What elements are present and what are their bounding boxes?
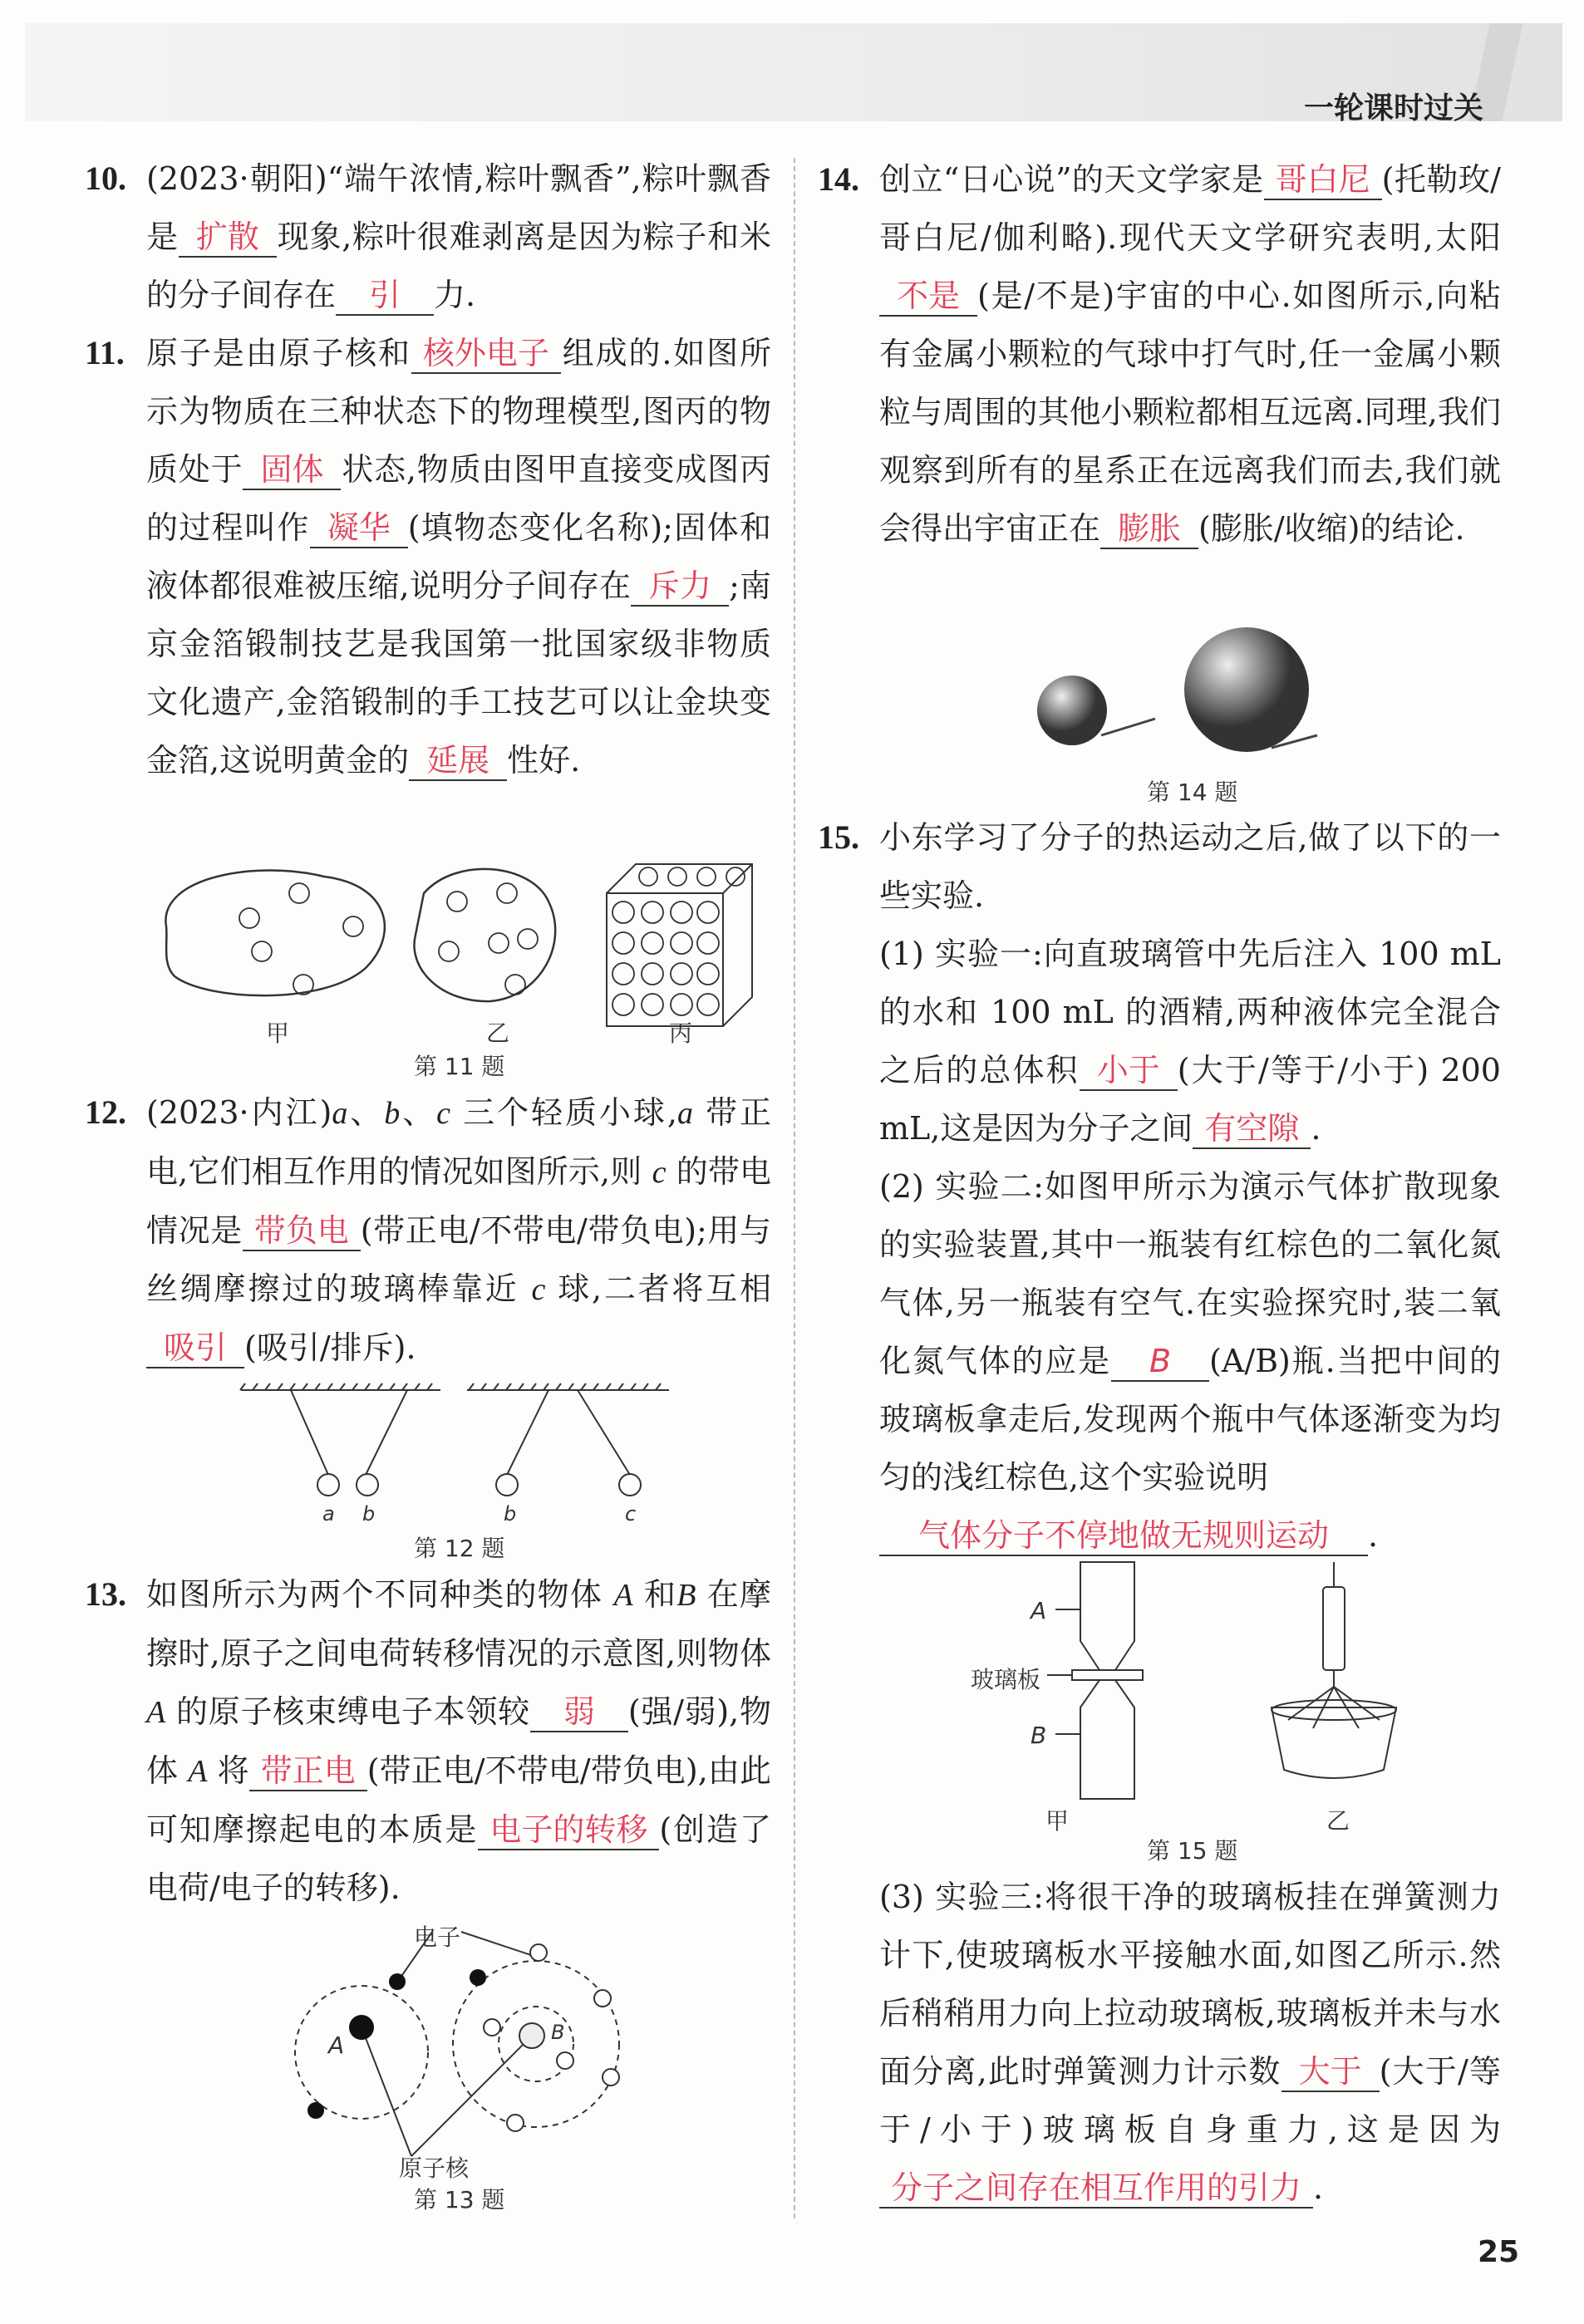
question-text: ;南京金箔锻制技艺是我国第一批国家级非物质文化遗产,金箔锻制的手工技艺可以让金块变金箔,这说明黄金的 (146, 567, 771, 779)
question-text: 三个轻质小球, (463, 1094, 677, 1131)
glass-plate (1072, 1670, 1143, 1680)
figure-caption: 第 11 题 (414, 1053, 505, 1080)
question-text: (2023·朝阳)“端午浓情,粽叶飘香”,粽叶飘香是 (146, 160, 771, 255)
question-text: 状态,物质由图甲直接变成图丙的过程叫作 (146, 451, 771, 546)
spring-scale (1323, 1587, 1345, 1670)
answer-blank: 有空隙 (1193, 1109, 1311, 1149)
question-text: (膨胀/收缩)的结论. (1198, 510, 1465, 547)
question-text: (A/B)瓶.当把中间的玻璃板拿走后,发现两个瓶中气体逐渐变为均匀的浅红棕色,这个实验说明 (879, 1343, 1501, 1496)
figure-caption: 第 15 题 (1147, 1837, 1238, 1865)
question-text: 的带电情况是 (146, 1153, 771, 1249)
nucleus-label: 原子核 (399, 2154, 470, 2182)
large-balloon (1184, 627, 1309, 752)
figure-caption: 第 12 题 (414, 1535, 505, 1562)
answer-blank: 斥力 (631, 567, 729, 607)
figure-13-atoms (291, 1936, 673, 2169)
nucleus-A (349, 2015, 374, 2040)
answer-blank: 核外电子 (411, 334, 561, 374)
atom-A-label: A (328, 2032, 345, 2059)
question-text: . (1368, 1517, 1379, 1554)
question-text: 的原子核束缚电子本领较 (176, 1693, 530, 1730)
var: c (436, 1096, 451, 1131)
answer-blank: 弱 (530, 1693, 628, 1732)
question-text: 现象,粽叶很难剥离是因为粽子和米的分子间存在 (146, 219, 771, 313)
figure-label: c (625, 1502, 637, 1526)
figure-12-pendulums (241, 1383, 673, 1525)
small-balloon (1037, 676, 1107, 745)
figure-label: 乙 (486, 1020, 510, 1047)
question-text: (填物态变化名称);固体和液体都很难被压缩,说明分子间存在 (146, 509, 771, 604)
question-11 (85, 324, 771, 789)
bottle-B (1080, 1680, 1134, 1799)
bottle-A-label: A (1031, 1597, 1047, 1624)
question-text: . (1311, 1110, 1321, 1147)
question-text: (是/不是)宇宙的中心.如图所示,向粘有金属小颗粒的气球中打气时,任一金属小颗粒与周围的其他小颗粒都相互远离.同理,我们观察到所有的星系正在远离我们而去,我们就会得出宇宙正在 (879, 278, 1501, 547)
question-text: 在摩擦时,原子之间电荷转移情况的示意图,则物体 (146, 1576, 771, 1672)
question-13 (85, 1565, 771, 1917)
figure-label: 甲 (266, 1020, 290, 1047)
page-number: 25 (1478, 2235, 1520, 2269)
bottle-B-label: B (1031, 1722, 1047, 1749)
answer-blank: 固体 (243, 450, 341, 490)
figure-label: b (504, 1502, 517, 1526)
var: a (332, 1096, 348, 1131)
figure-label: 甲 (1045, 1807, 1070, 1835)
answer-blank: 带负电 (243, 1211, 361, 1251)
gas-container (165, 871, 384, 996)
figure-14-balloons (1031, 627, 1330, 769)
ball-b (357, 1474, 378, 1496)
question-text: 小东学习了分子的热运动之后,做了以下的一些实验. (879, 819, 1501, 914)
question-text: (创造了电荷/电子的转移). (146, 1811, 771, 1906)
question-text: 如图所示为两个不同种类的物体 (146, 1576, 603, 1613)
question-number: 15. (818, 818, 859, 856)
question-text: (吸引/排斥). (244, 1329, 416, 1366)
question-text: 带正电,它们相互作用的情况如图所示,则 (146, 1094, 771, 1190)
question-number: 10. (85, 160, 126, 197)
question-text: (2023·内江) (146, 1094, 332, 1131)
question-text: 性好. (507, 742, 581, 779)
var: A (188, 1754, 208, 1789)
question-text: 原子是由原子核和 (146, 335, 411, 371)
molecules (239, 867, 745, 1015)
var: c (531, 1272, 546, 1307)
question-14 (818, 150, 1501, 558)
question-text: 力. (434, 277, 476, 313)
var: A (146, 1695, 166, 1730)
question-text: 球,二者将互相 (558, 1270, 771, 1307)
question-text: 将 (217, 1752, 249, 1789)
solid-cube (607, 864, 752, 1026)
figure-caption: 第 13 题 (414, 2186, 505, 2213)
atom-B-label: B (551, 2021, 565, 2044)
question-number: 14. (818, 160, 859, 198)
question-text: (1) 实验一:向直玻璃管中先后注入 100 mL 的水和 100 mL 的酒精,两种液体完全混合之后的总体积 (879, 936, 1501, 1088)
answer-blank: B (1111, 1342, 1209, 1382)
answer-blank: 带正电 (249, 1752, 367, 1791)
part-2 (879, 1157, 1501, 1565)
question-12: 12. (2023·内江)a、b、c 三个轻质小球,a 带正电,它们相互作用的情况如图所示,则 c 的带电情况是 带负电 (带正电/不带电/带负电);用与丝绸摩擦过的玻璃棒靠近 c 球,二者将互相吸引 (吸引/排斥). (146, 1083, 771, 1377)
figure-label: b (362, 1502, 376, 1526)
question-text: (带正电/不带电/带负电);用与丝绸摩擦过的玻璃棒靠近 (146, 1212, 771, 1307)
figure-label: 乙 (1326, 1807, 1350, 1835)
answer-blank: 电子的转移 (478, 1811, 659, 1850)
ball-a (317, 1474, 339, 1496)
answer-blank: 膨胀 (1100, 509, 1198, 549)
figure-caption: 第 14 题 (1147, 779, 1238, 806)
question-text: (大于/等于/小于) 200 mL,这是因为分子之间 (879, 1052, 1501, 1147)
answer-blank: 扩散 (179, 218, 277, 258)
var: a (676, 1096, 693, 1131)
question-text: (3) 实验三:将很干净的玻璃板挂在弹簧测力计下,使玻璃板水平接触水面,如图乙所示.然后稍稍用力向上拉动玻璃板,玻璃板并未与水面分离,此时弹簧测力计示数 (879, 1879, 1501, 2090)
question-text: (托勒玫/哥白尼/伽利略).现代天文学研究表明,太阳 (879, 161, 1501, 256)
bottle-A (1080, 1562, 1134, 1670)
question-text: 组成的.如图所示为物质在三种状态下的物理模型,图丙的物质处于 (146, 335, 771, 488)
answer-blank: 吸引 (146, 1329, 244, 1368)
question-text: (大于/等于/小于)玻璃板自身重力,这是因为 (879, 2053, 1501, 2148)
answer-blank: 分子之间存在相互作用的引力 (879, 2169, 1313, 2209)
page-header (25, 23, 1562, 125)
liquid-container (414, 869, 555, 1001)
question-text: (强/弱),物体 (146, 1693, 771, 1789)
question-15-part-3 (879, 1868, 1501, 2217)
question-text: 创立“日心说”的天文学家是 (879, 161, 1264, 198)
electron-label: 电子 (414, 1924, 461, 1951)
ball-c (619, 1474, 641, 1496)
answer-blank: 大于 (1281, 2052, 1380, 2092)
answer-blank: 小于 (1080, 1051, 1178, 1091)
figure-11-states-of-matter (158, 860, 756, 1043)
ball-b (496, 1474, 518, 1496)
answer-blank: 延展 (409, 741, 507, 781)
var: b (384, 1096, 401, 1131)
header-title: 一轮课时过关 (1303, 91, 1483, 125)
var: A (613, 1578, 633, 1613)
nucleus-B (519, 2023, 544, 2048)
question-10 (85, 150, 771, 324)
column-divider (794, 158, 795, 2218)
answer-blank: 凝华 (310, 509, 408, 548)
glass-plate-label: 玻璃板 (971, 1666, 1041, 1693)
question-text: (带正电/不带电/带负电),由此可知摩擦起电的本质是 (146, 1752, 771, 1848)
question-text: 和 (643, 1576, 677, 1613)
part-1 (879, 925, 1501, 1157)
question-15 (818, 808, 1501, 1565)
var: c (652, 1155, 667, 1190)
answer-blank: 哥白尼 (1264, 160, 1382, 200)
figure-label: 丙 (669, 1020, 693, 1047)
figure-label: a (322, 1502, 335, 1526)
question-number: 13. (85, 1575, 126, 1613)
answer-blank: 引 (336, 276, 434, 316)
answer-blank: 不是 (879, 277, 977, 317)
question-number: 12. (85, 1093, 126, 1131)
question-number: 11. (85, 334, 125, 371)
figure-15-apparatus (1031, 1562, 1429, 1828)
question-text: (2) 实验二:如图甲所示为演示气体扩散现象的实验装置,其中一瓶装有红棕色的二氧化氮气体,另一瓶装有空气.在实验探究时,装二氧化氮气体的应是 (879, 1168, 1501, 1379)
answer-blank: 气体分子不停地做无规则运动 (879, 1516, 1368, 1556)
var: B (676, 1578, 696, 1613)
question-text: . (1313, 2169, 1324, 2206)
